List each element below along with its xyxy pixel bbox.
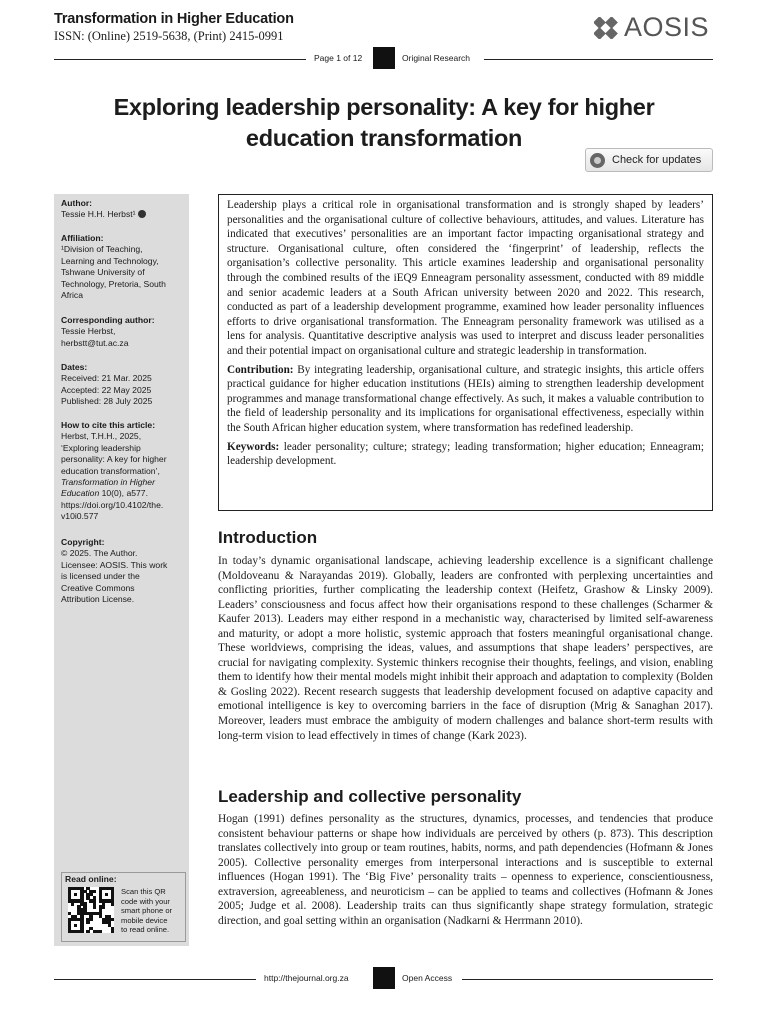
dates-block [61,362,185,408]
qr-module [86,930,89,933]
qr-code-icon[interactable] [68,887,114,933]
contribution-label: Contribution: [227,363,294,376]
copyright-line: © 2025. The Author. [61,548,138,559]
update-icon [590,153,605,168]
collective-heading: Leadership and collective personality [218,787,522,806]
abstract-text: Leadership plays a critical role in organisational transformation and is strongly shaped by leaders’ personalities and the organisational culture of collective behaviours, attitudes, and values. Literature has indicated that executives’ personalities are an important factor impacting organisational strategy and structure. Organisational culture, often considered the ‘fingerprint’ of leadership, reflects the organisation’s collective personality. This article examines leadership and organisational personality through the combined results of the iEQ9 Enneagram personality assessment, conducted with 89 middle and senior academic leaders at a South African university between 2020 and 2022. This research, conducted as part of a leadership development programme, examined how leader personality influences efforts to drive organisational transformation. The Enneagram personality framework was utilised as a lens for analysis. Quantitative descriptive analysis was used to interpret and discuss leader personalities and their potential impact on organisational culture and strategic leadership in transformation. [227,199,704,357]
qr-module [74,893,77,896]
qr-module [71,902,74,905]
contribution-paragraph [227,363,704,436]
open-access-label: Open Access [402,973,453,983]
contribution-text: By integrating leadership, organisational culture, and strategic insights, this article offers practical guidance for higher education institutions (HEIs) aiming to strengthen leadership development programmes and manage transformational change effectively. As such, it makes a valuable contribution to the field of leadership personality and its implications for organisational effectiveness, especially within the South African higher education system, where transformation has redefined leadership. [227,363,704,434]
qr-module [99,930,102,933]
journal-title: Transformation in Higher Education [54,11,294,27]
article-title [60,92,708,154]
check-updates-label: Check for updates [612,154,702,166]
qr-line: smart phone or [121,906,173,916]
aosis-logo[interactable] [594,14,709,41]
qr-module [105,893,108,896]
journal-url-link[interactable]: http://thejournal.org.za [264,973,349,983]
cite-line: Education 10(0), a577. [61,488,148,499]
corresponding-email[interactable]: herbstt@tut.ac.za [61,337,129,348]
aosis-logo-icon [594,17,620,39]
introduction-text: In today’s dynamic organisational landscape, achieving leadership excellence is a significant challenge (Moldoveanu & Narayandas 2019). Globally, leaders are confronted with perplexing uncertainties and conflicting priorities, further complicating the leadership context (Heifetz, Grashow & Linsky 2009). Leaders’ consciousness and focus affect how their organisations respond to these challenges (Scharmer & Kaufer 2013). Leaders may either respond in a mechanistic way, characterised by limited self-awareness and maturity, or adopt a more holistic, systemic approach that fosters meaningful organisational change. These worldviews, comprising the ideas, values, and assumptions that shape leaders’ perspectives, are crucial for navigating complexity. Systemic thinkers recognise their thoughts, feelings, and vision, enabling them to identify how their mental models might inhibit their approach and adaptation to complexity (Bolden & Gosling 2022). Recent research suggests that leadership development focused on adaptive capacity and emotional intelligence is key to overcoming barriers in the face of disruption (Mrig & Sanaghan 2017). Moreover, leaders must embrace the ambiguity of modern challenges and balance short-term results with long-term vision to lead effectively in times of change (Kark 2023). [218,555,713,742]
date-accepted: Accepted: 22 May 2025 [61,384,152,395]
date-received: Received: 21 Mar. 2025 [61,373,152,384]
page-number: Page 1 of 12 [314,53,363,63]
footer-rule-right [462,979,713,980]
affiliation-line: ¹Division of Teaching, [61,244,143,255]
cite-line: personality: A key for higher [61,454,167,465]
check-updates-button[interactable] [585,148,713,172]
cite-doi[interactable]: https://doi.org/10.4102/the. [61,499,164,510]
qr-module [111,930,114,933]
cite-line: Herbst, T.H.H., 2025, [61,431,142,442]
header-square [373,47,395,69]
header-rule-left [54,59,306,60]
author-block [61,198,185,221]
keywords-label: Keywords: [227,440,280,453]
copyright-line: Licensee: AOSIS. This work [61,559,168,570]
corresponding-block [61,315,185,349]
footer-square [373,967,395,989]
dates-head: Dates: [61,362,88,372]
cite-head: How to cite this article: [61,420,156,430]
author-head: Author: [61,198,93,208]
footer-rule-left [54,979,256,980]
affiliation-block [61,233,185,301]
qr-module [86,921,89,924]
article-type: Original Research [402,53,471,63]
issn: ISSN: (Online) 2519-5638, (Print) 2415-0991 [54,29,284,43]
qr-module [111,902,114,905]
copyright-line: is licensed under the [61,571,140,582]
qr-module [93,890,96,893]
date-published: Published: 28 July 2025 [61,396,153,407]
orcid-icon[interactable] [138,210,146,218]
corresponding-name: Tessie Herbst, [61,326,116,337]
qr-instructions [121,887,185,935]
cite-journal-italic: Education [61,488,100,499]
cite-block [61,420,185,523]
title-line-1: Exploring leadership personality: A key for higher [113,94,655,120]
qr-module [102,905,105,908]
keywords-text: leader personality; culture; strategy; leading transformation; higher education; Enneagram; leadership development. [227,440,704,468]
author-name: Tessie H.H. Herbst¹ [61,209,136,220]
qr-module [111,918,114,921]
cite-line: education transformation’, [61,465,160,476]
affiliation-line: Learning and Technology, [61,255,159,266]
qr-line: Scan this QR [121,887,166,896]
affiliation-head: Affiliation: [61,233,104,243]
copyright-line: Creative Commons [61,582,135,593]
cite-line: ‘Exploring leadership [61,442,141,453]
read-online-head: Read online: [65,874,117,884]
qr-line: code with your [121,896,170,906]
introduction-heading: Introduction [218,528,318,547]
copyright-block [61,537,185,605]
abstract-box [218,194,713,511]
qr-module [89,918,92,921]
corresponding-head: Corresponding author: [61,315,155,325]
affiliation-line: Africa [61,290,83,301]
qr-line: mobile device [121,915,168,925]
qr-module [80,930,83,933]
affiliation-line: Technology, Pretoria, South [61,278,166,289]
cite-line: Transformation in Higher [61,477,155,488]
qr-module [74,924,77,927]
cite-doi-cont[interactable]: v10i0.577 [61,511,99,522]
logo-text: AOSIS [624,12,710,42]
read-online-box [61,872,186,942]
copyright-line: Attribution License. [61,594,135,605]
affiliation-line: Tshwane University of [61,267,145,278]
header-rule-right [484,59,713,60]
qr-line: to read online. [121,925,170,935]
keywords-paragraph [227,440,704,469]
title-line-2: education transformation [245,125,523,151]
copyright-head: Copyright: [61,537,105,547]
collective-text: Hogan (1991) defines personality as the structures, dynamics, processes, and tendencies that produce consistent behaviour patterns or shape how individuals are perceived by others (p. 873). This description translates collectively into group or team routines, habits, norms, and path dependencies (Hofmann & Jones 2005). Collective personality emerges from interpersonal interactions and is susceptible to external influences (Hogan 1991). The ‘Big Five’ personality traits – openness to experience, conscientiousness, extraversion, agreeableness, and neuroticism – can be applied to teams and collectives (Hofmann & Jones 2005; Judge et al. 2008). Leadership traits can thus significantly shape strategy formulation, strategic direction, and goal setting within an organisation (Nadkarni & Herrmann 2010). [218,813,713,927]
qr-module [93,905,96,908]
